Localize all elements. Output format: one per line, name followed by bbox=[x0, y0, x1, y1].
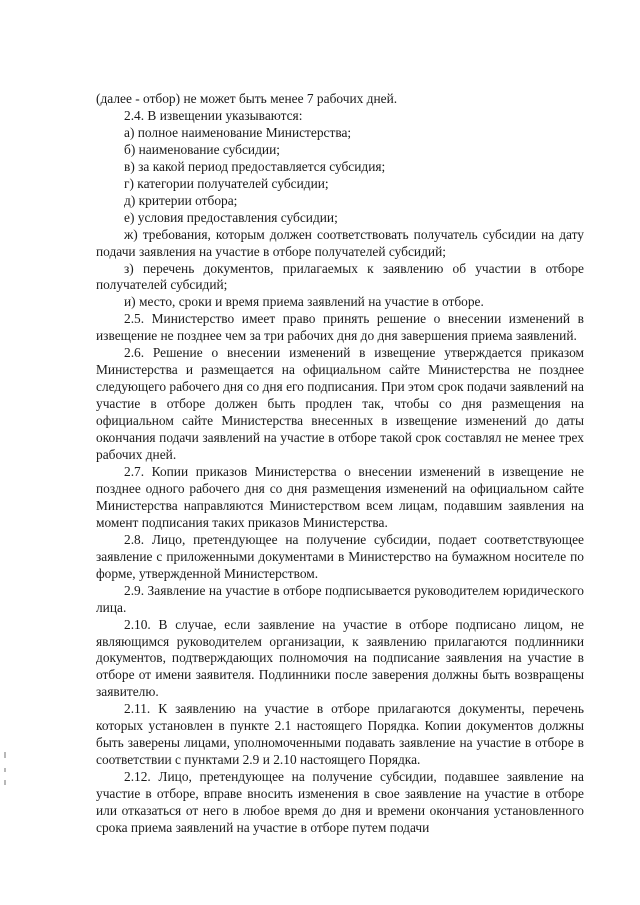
list-item-b: б) наименование субсидии; bbox=[124, 141, 280, 157]
list-item-g: г) категории получателей субсидии; bbox=[124, 175, 329, 191]
paragraph-2-4: 2.4. В извещении указываются: bbox=[124, 107, 303, 123]
paragraph-2-9: 2.9. Заявление на участие в отборе подписывается руководителем юридического лица. bbox=[96, 582, 584, 615]
scan-edge-mark bbox=[4, 780, 6, 785]
list-item-z: з) перечень документов, прилагаемых к заявлению об участии в отборе получателей субсидий; bbox=[96, 260, 584, 293]
paragraph-2-11: 2.11. К заявлению на участие в отборе прилагаются документы, перечень которых установлен в пункте 2.1 настоящего Порядка. Копии документов должны быть заверены лицами, уполномоченными подавать заявление на участие в отборе в соответствии с пунктами 2.9 и 2.10 настоящего Порядка. bbox=[96, 701, 584, 768]
list-item-d: д) критерии отбора; bbox=[124, 192, 238, 208]
scan-edge-mark bbox=[4, 752, 6, 758]
list-item-i: и) место, сроки и время приема заявлений на участие в отборе. bbox=[124, 294, 484, 310]
list-item-v: в) за какой период предоставляется субсидия; bbox=[124, 158, 386, 174]
paragraph-2-5: 2.5. Министерство имеет право принять решение о внесении изменений в извещение не позднее чем за три рабочих дня до дня завершения приема заявлений. bbox=[96, 311, 584, 344]
paragraph-2-8: 2.8. Лицо, претендующее на получение субсидии, подает соответствующее заявление с приложенными документами в Министерство на бумажном носителе по форме, утвержденной Министерством. bbox=[96, 531, 584, 581]
paragraph-2-10: 2.10. В случае, если заявление на участие в отборе подписано лицом, не являющимся руководителем организации, к заявлению прилагаются подлинники документов, подтверждающих полномочия на подписание заявления на участие в отборе от имени заявителя. Подлинники после заверения должны быть возвращены заявителю. bbox=[96, 616, 584, 700]
list-item-zh: ж) требования, которым должен соответствовать получатель субсидии на дату подачи заявления на участие в отборе получателей субсидий; bbox=[96, 226, 584, 259]
paragraph-continuation: (далее - отбор) не может быть менее 7 рабочих дней. bbox=[96, 91, 398, 106]
paragraph-2-7: 2.7. Копии приказов Министерства о внесении изменений в извещение не позднее одного рабочего дня со дня размещения изменений на официальном сайте Министерства направляются Министерством всем лицам, подавшим заявления на момент подписания таких приказов Министерства. bbox=[96, 463, 584, 530]
list-item-e: е) условия предоставления субсидии; bbox=[124, 209, 338, 225]
list-item-a: а) полное наименование Министерства; bbox=[124, 124, 352, 140]
document-page bbox=[96, 91, 584, 837]
paragraph-2-6: 2.6. Решение о внесении изменений в извещение утверждается приказом Министерства и размещается на официальном сайте Министерства не позднее следующего рабочего дня со дня его подписания. При этом срок подачи заявлений на участие в отборе должен быть продлен так, чтобы со дня размещения на официальном сайте Министерства внесенных в извещение изменений до даты окончания подачи заявлений на участие в отборе такой срок составлял не менее трех рабочих дней. bbox=[96, 345, 584, 463]
scan-edge-mark bbox=[4, 768, 6, 772]
paragraph-2-12: 2.12. Лицо, претендующее на получение субсидии, подавшее заявление на участие в отборе, вправе вносить изменения в свое заявление на участие в отборе или отказаться от него в любое время до дня и времени окончания установленного срока приема заявлений на участие в отборе путем подачи bbox=[96, 769, 584, 835]
